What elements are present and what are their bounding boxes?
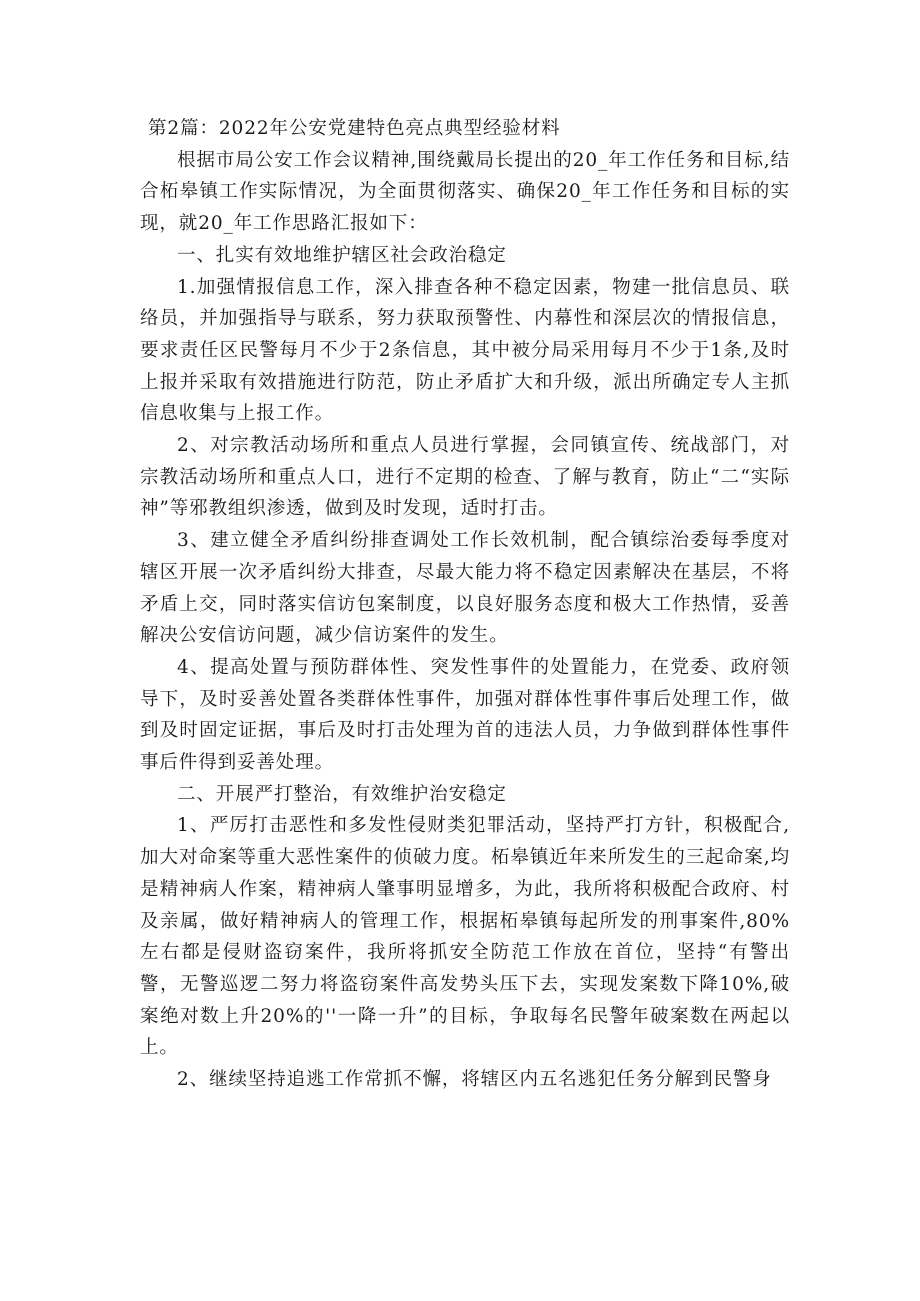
body-paragraph: 3、建立健全矛盾纠纷排查调处工作长效机制，配合镇综治委每季度对辖区开展一次矛盾纠纷大排查，尽最大能力将不稳定因素解决在基层，不将矛盾上交，同时落实信访包案制度，以良好服务态度和极大工作热情，妥善解决公安信访问题，减少信访案件的发生。 [140,530,790,647]
body-paragraph: 1、严厉打击恶性和多发性侵财类犯罪活动，坚持严打方针，积极配合,加大对命案等重大恶性案件的侦破力度。柘皋镇近年来所发生的三起命案,均是精神病人作案，精神病人肇事明显增多，为此，我所将积极配合政府、村及亲属，做好精神病人的管理工作，根据柘皋镇每起所发的刑事案件,80%左右都是侵财盗窃案件，我所将抓安全防范工作放在首位，坚持“有警出警，无警巡逻二努力将盗窃案件高发势头压下去，实现发案数下降10%,破案绝对数上升20%的''一降一升”的目标，争取每名民警年破案数在两起以上。 [140,815,790,1059]
body-paragraph: 1.加强情报信息工作，深入排查各种不稳定因素，物建一批信息员、联络员，并加强指导与联系，努力获取预警性、内幕性和深层次的情报信息，要求责任区民警每月不少于2条信息，其中被分局采用每月不少于1条,及时上报并采取有效措施进行防范，防止矛盾扩大和升级，派出所确定专人主抓信息收集与上报工作。 [140,276,790,425]
document-title: 第2篇：2022年公安党建特色亮点典型经验材料 [148,118,561,139]
body-paragraph: 4、提高处置与预防群体性、突发性事件的处置能力，在党委、政府领导下，及时妥善处置各类群体性事件，加强对群体性事件事后处理工作，做到及时固定证据，事后及时打击处理为首的违法人员，力争做到群体性事件事后件得到妥善处理。 [140,656,790,774]
intro-paragraph: 根据市局公安工作会议精神,围绕戴局长提出的20_年工作任务和目标,结合柘皋镇工作实际情况，为全面贯彻落实、确保20_年工作任务和目标的实现，就20_年工作思路汇报如下： [140,149,790,235]
body-paragraph: 2、继续坚持追逃工作常抓不懈，将辖区内五名逃犯任务分解到民警身 [177,1069,772,1091]
section-heading-1: 一、扎实有效地维护辖区社会政治稳定 [177,244,507,266]
body-paragraph: 2、对宗教活动场所和重点人员进行掌握，会同镇宣传、统战部门，对宗教活动场所和重点人口，进行不定期的检查、了解与教育，防止“二“实际神”等邪教组织渗透，做到及时发现，适时打击。 [140,435,790,520]
document-body [140,113,790,1096]
section-heading-2: 二、开展严打整治，有效维护治安稳定 [177,783,507,805]
